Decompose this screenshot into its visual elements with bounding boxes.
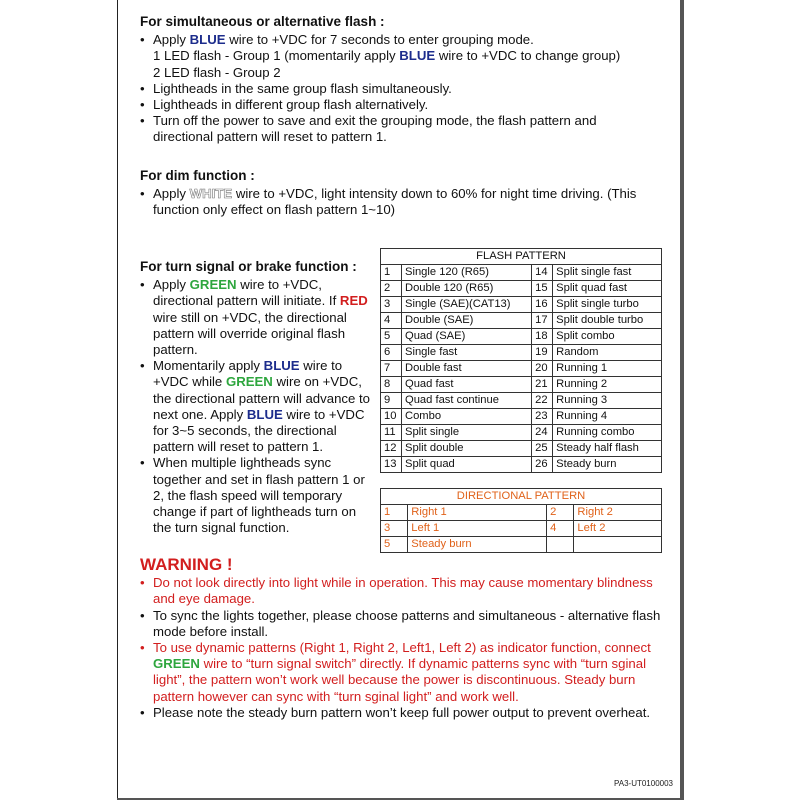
pattern-name: Double (SAE) bbox=[402, 313, 532, 329]
group-1-line bbox=[153, 48, 660, 64]
pattern-number: 14 bbox=[532, 265, 553, 281]
blue-wire-label: BLUE bbox=[399, 48, 436, 64]
pattern-number: 22 bbox=[532, 393, 553, 409]
table-row bbox=[381, 313, 662, 329]
instruction-sheet bbox=[117, 0, 682, 799]
list-item bbox=[140, 186, 660, 218]
pattern-number: 4 bbox=[381, 313, 402, 329]
text: Momentarily apply bbox=[153, 358, 264, 374]
dim-function-title: For dim function : bbox=[140, 167, 255, 183]
pattern-name: Double fast bbox=[402, 361, 532, 377]
pattern-number: 3 bbox=[381, 297, 402, 313]
text: wire to +VDC for 3~5 seconds, the directional pattern will reset to pattern 1. bbox=[153, 406, 365, 455]
table-row bbox=[381, 345, 662, 361]
text: Apply bbox=[153, 277, 190, 293]
pattern-number: 3 bbox=[381, 521, 408, 537]
list-item: • To sync the lights together, please choose patterns and simultaneous - alternative flash mode before install. bbox=[140, 608, 665, 640]
table-row bbox=[381, 537, 662, 553]
warning-list bbox=[140, 575, 665, 721]
pattern-name: Running combo bbox=[553, 425, 662, 441]
table-row bbox=[381, 521, 662, 537]
list-item bbox=[140, 640, 665, 705]
group-2-line: 2 LED flash - Group 2 bbox=[153, 64, 281, 80]
pattern-name: Steady burn bbox=[408, 537, 547, 553]
pattern-name: Steady burn bbox=[553, 457, 662, 473]
pattern-number: 24 bbox=[532, 425, 553, 441]
flash-pattern-table bbox=[380, 248, 662, 473]
turn-signal-title: For turn signal or brake function : bbox=[140, 259, 357, 274]
text: wire to +VDC to change group) bbox=[435, 48, 621, 64]
pattern-number: 8 bbox=[381, 377, 402, 393]
text: wire still on +VDC, the directional pattern will override original flash pattern. bbox=[153, 309, 347, 358]
pattern-name: Quad fast continue bbox=[402, 393, 532, 409]
pattern-number bbox=[547, 537, 574, 553]
pattern-name: Quad (SAE) bbox=[402, 329, 532, 345]
pattern-name: Split combo bbox=[553, 329, 662, 345]
pattern-number: 11 bbox=[381, 425, 402, 441]
simultaneous-flash-title: For simultaneous or alternative flash : bbox=[140, 14, 385, 29]
pattern-name: Left 1 bbox=[408, 521, 547, 537]
dim-function-list bbox=[140, 186, 660, 218]
pattern-name: Split quad bbox=[402, 457, 532, 473]
pattern-name: Quad fast bbox=[402, 377, 532, 393]
pattern-number: 1 bbox=[381, 505, 408, 521]
directional-pattern-table bbox=[380, 488, 662, 553]
green-wire-label: GREEN bbox=[225, 374, 273, 390]
table-row bbox=[381, 377, 662, 393]
pattern-number: 18 bbox=[532, 329, 553, 345]
text: Apply bbox=[153, 32, 190, 48]
table-row bbox=[381, 505, 662, 521]
blue-wire-label: BLUE bbox=[263, 358, 300, 374]
table-row bbox=[381, 409, 662, 425]
warning-section bbox=[140, 557, 665, 721]
simultaneous-flash-list bbox=[140, 32, 660, 145]
blue-wire-label: BLUE bbox=[246, 406, 283, 422]
list-item: • Do not look directly into light while in operation. This may cause momentary blindness and eye damage. bbox=[140, 575, 665, 607]
white-wire-label: WHITE bbox=[189, 185, 233, 201]
page-shadow bbox=[680, 0, 684, 800]
text: wire to +VDC, light intensity down to 60% for night time driving. (This function only effect on flash pattern 1~10) bbox=[153, 185, 637, 218]
pattern-name: Running 2 bbox=[553, 377, 662, 393]
text: wire on +VDC, the directional pattern will advance to next one. Apply bbox=[153, 374, 370, 422]
table-row bbox=[381, 281, 662, 297]
pattern-number: 23 bbox=[532, 409, 553, 425]
flash-pattern-header: FLASH PATTERN bbox=[381, 249, 662, 265]
list-item: • Lightheads in different group flash alternatively. bbox=[140, 97, 660, 113]
green-wire-label: GREEN bbox=[189, 277, 237, 293]
pattern-name: Combo bbox=[402, 409, 532, 425]
list-item bbox=[140, 358, 370, 455]
red-wire-label: RED bbox=[339, 293, 368, 309]
table-row bbox=[381, 265, 662, 281]
text: 1 LED flash - Group 1 (momentarily apply bbox=[153, 48, 400, 64]
pattern-name: Double 120 (R65) bbox=[402, 281, 532, 297]
pattern-number: 16 bbox=[532, 297, 553, 313]
table-row bbox=[381, 457, 662, 473]
pattern-number: 9 bbox=[381, 393, 402, 409]
pattern-name: Single 120 (R65) bbox=[402, 265, 532, 281]
list-item: • Please note the steady burn pattern won’t keep full power output to prevent overheat. bbox=[140, 705, 665, 721]
pattern-name: Split quad fast bbox=[553, 281, 662, 297]
pattern-number: 21 bbox=[532, 377, 553, 393]
document-code: PA3-UT0100003 bbox=[614, 779, 673, 788]
pattern-number: 2 bbox=[381, 281, 402, 297]
pattern-name: Split double turbo bbox=[553, 313, 662, 329]
pattern-name: Split single turbo bbox=[553, 297, 662, 313]
flash-pattern-rows bbox=[381, 265, 662, 473]
pattern-name: Split single bbox=[402, 425, 532, 441]
pattern-number: 12 bbox=[381, 441, 402, 457]
table-row bbox=[381, 361, 662, 377]
table-row bbox=[381, 297, 662, 313]
text: wire to +VDC, directional pattern will initiate. If bbox=[153, 277, 340, 309]
pattern-name: Running 4 bbox=[553, 409, 662, 425]
text: To use dynamic patterns (Right 1, Right 2, Left1, Left 2) as indicator function, connect bbox=[153, 640, 651, 656]
pattern-name: Single (SAE)(CAT13) bbox=[402, 297, 532, 313]
pattern-number: 19 bbox=[532, 345, 553, 361]
pattern-name: Random bbox=[553, 345, 662, 361]
pattern-number: 5 bbox=[381, 329, 402, 345]
table-row bbox=[381, 441, 662, 457]
text: wire to +VDC while bbox=[153, 358, 343, 390]
main-instructions bbox=[140, 14, 660, 218]
pattern-number: 26 bbox=[532, 457, 553, 473]
blue-wire-label: BLUE bbox=[189, 32, 226, 48]
directional-pattern-rows bbox=[381, 505, 662, 553]
table-row bbox=[381, 425, 662, 441]
pattern-name: Steady half flash bbox=[553, 441, 662, 457]
directional-pattern-header: DIRECTIONAL PATTERN bbox=[381, 489, 662, 505]
pattern-name: Split double bbox=[402, 441, 532, 457]
pattern-name: Running 1 bbox=[553, 361, 662, 377]
pattern-number: 10 bbox=[381, 409, 402, 425]
turn-signal-list bbox=[140, 277, 370, 536]
pattern-number: 20 bbox=[532, 361, 553, 377]
pattern-number: 6 bbox=[381, 345, 402, 361]
list-item bbox=[140, 277, 370, 358]
pattern-number: 5 bbox=[381, 537, 408, 553]
text: Apply bbox=[153, 185, 190, 201]
text: wire to “turn signal switch” directly. If dynamic patterns sync with “turn sginal light”, the pattern won’t work well because the power is discontinuous. Steady burn pattern however can sync with “turn sginal light” and work well. bbox=[153, 656, 646, 704]
green-wire-label: GREEN bbox=[153, 656, 200, 672]
pattern-number: 15 bbox=[532, 281, 553, 297]
pattern-name: Running 3 bbox=[553, 393, 662, 409]
pattern-number: 17 bbox=[532, 313, 553, 329]
pattern-number: 25 bbox=[532, 441, 553, 457]
list-item: • Turn off the power to save and exit the grouping mode, the flash pattern and directional pattern will reset to pattern 1. bbox=[140, 113, 660, 145]
list-item: • Lightheads in the same group flash simultaneously. bbox=[140, 81, 660, 97]
text: wire to +VDC for 7 seconds to enter grouping mode. bbox=[225, 32, 534, 48]
pattern-name: Left 2 bbox=[574, 521, 662, 537]
pattern-number: 13 bbox=[381, 457, 402, 473]
pattern-name bbox=[574, 537, 662, 553]
pattern-number: 2 bbox=[547, 505, 574, 521]
pattern-name: Single fast bbox=[402, 345, 532, 361]
pattern-number: 4 bbox=[547, 521, 574, 537]
pattern-name: Right 1 bbox=[408, 505, 547, 521]
list-item bbox=[140, 32, 660, 81]
pattern-name: Right 2 bbox=[574, 505, 662, 521]
pattern-name: Split single fast bbox=[553, 265, 662, 281]
pattern-number: 7 bbox=[381, 361, 402, 377]
turn-signal-section bbox=[140, 259, 370, 536]
table-row bbox=[381, 393, 662, 409]
warning-title: WARNING ! bbox=[140, 555, 233, 574]
pattern-number: 1 bbox=[381, 265, 402, 281]
list-item: • When multiple lightheads sync together and set in flash pattern 1 or 2, the flash speed will temporary change if part of lightheads turn on the turn signal function. bbox=[140, 455, 370, 536]
table-row bbox=[381, 329, 662, 345]
